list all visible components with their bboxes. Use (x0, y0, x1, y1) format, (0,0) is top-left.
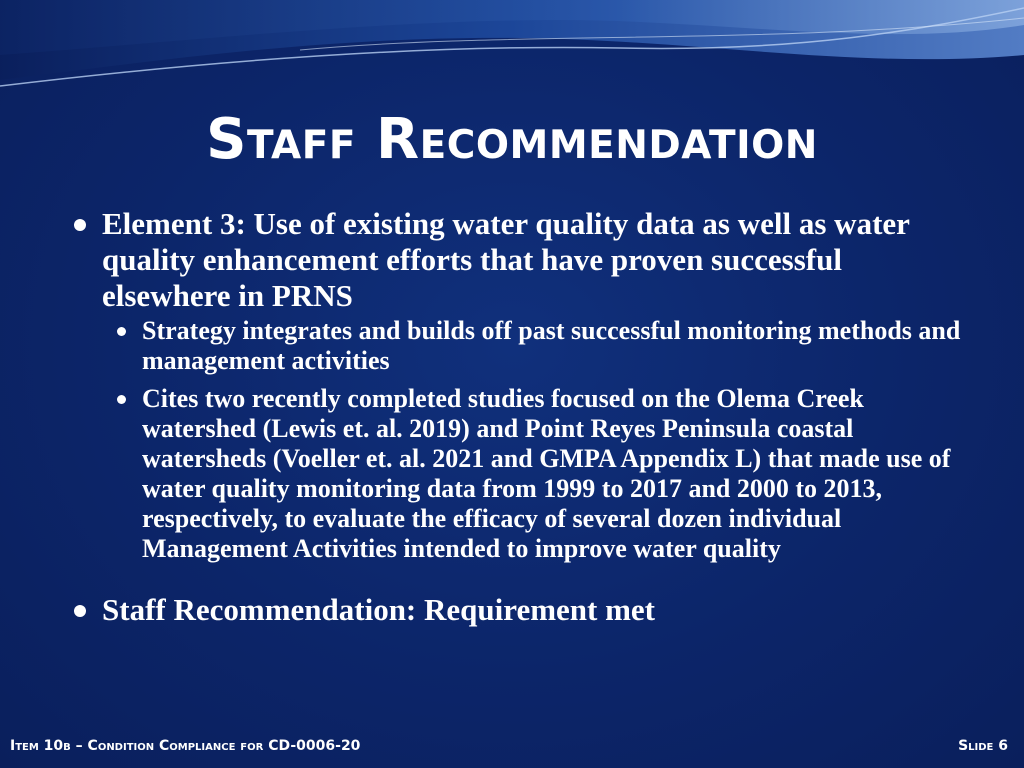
bullet-dot-icon (74, 605, 86, 617)
bullet-element-3 (70, 206, 970, 314)
bullet-text: Staff Recommendation: Requirement met (102, 592, 656, 627)
bullet-staff-recommendation (70, 592, 970, 628)
bullet-dot-icon (117, 395, 126, 404)
sub-bullet-studies (102, 384, 970, 564)
bullet-dot-icon (74, 219, 86, 231)
footer-slide-number: Slide 6 (958, 738, 1008, 754)
sub-bullet-strategy (102, 316, 970, 376)
slide-content (70, 206, 970, 628)
header-wave-graphic (0, 0, 1024, 110)
footer-item-label: Item 10b – Condition Compliance for CD-0006-20 (10, 738, 361, 754)
bullet-dot-icon (117, 327, 126, 336)
slide-title: Staff Recommendation (206, 107, 818, 172)
bullet-text: Element 3: Use of existing water quality data as well as water quality enhancement efforts that have proven successful elsewhere in PRNS (102, 206, 910, 313)
sub-bullet-text: Strategy integrates and builds off past successful monitoring methods and management activities (142, 316, 961, 375)
sub-bullet-list (102, 316, 970, 564)
sub-bullet-text: Cites two recently completed studies focused on the Olema Creek watershed (Lewis et. al. 2019) and Point Reyes Peninsula coastal watersheds (Voeller et. al. 2021 and GMPA Appendix L) that made use of water quality monitoring data from 1999 to 2017 and 2000 to 2013, respectively, to evaluate the efficacy of several dozen individual Management Activities intended to improve water quality (142, 384, 951, 563)
